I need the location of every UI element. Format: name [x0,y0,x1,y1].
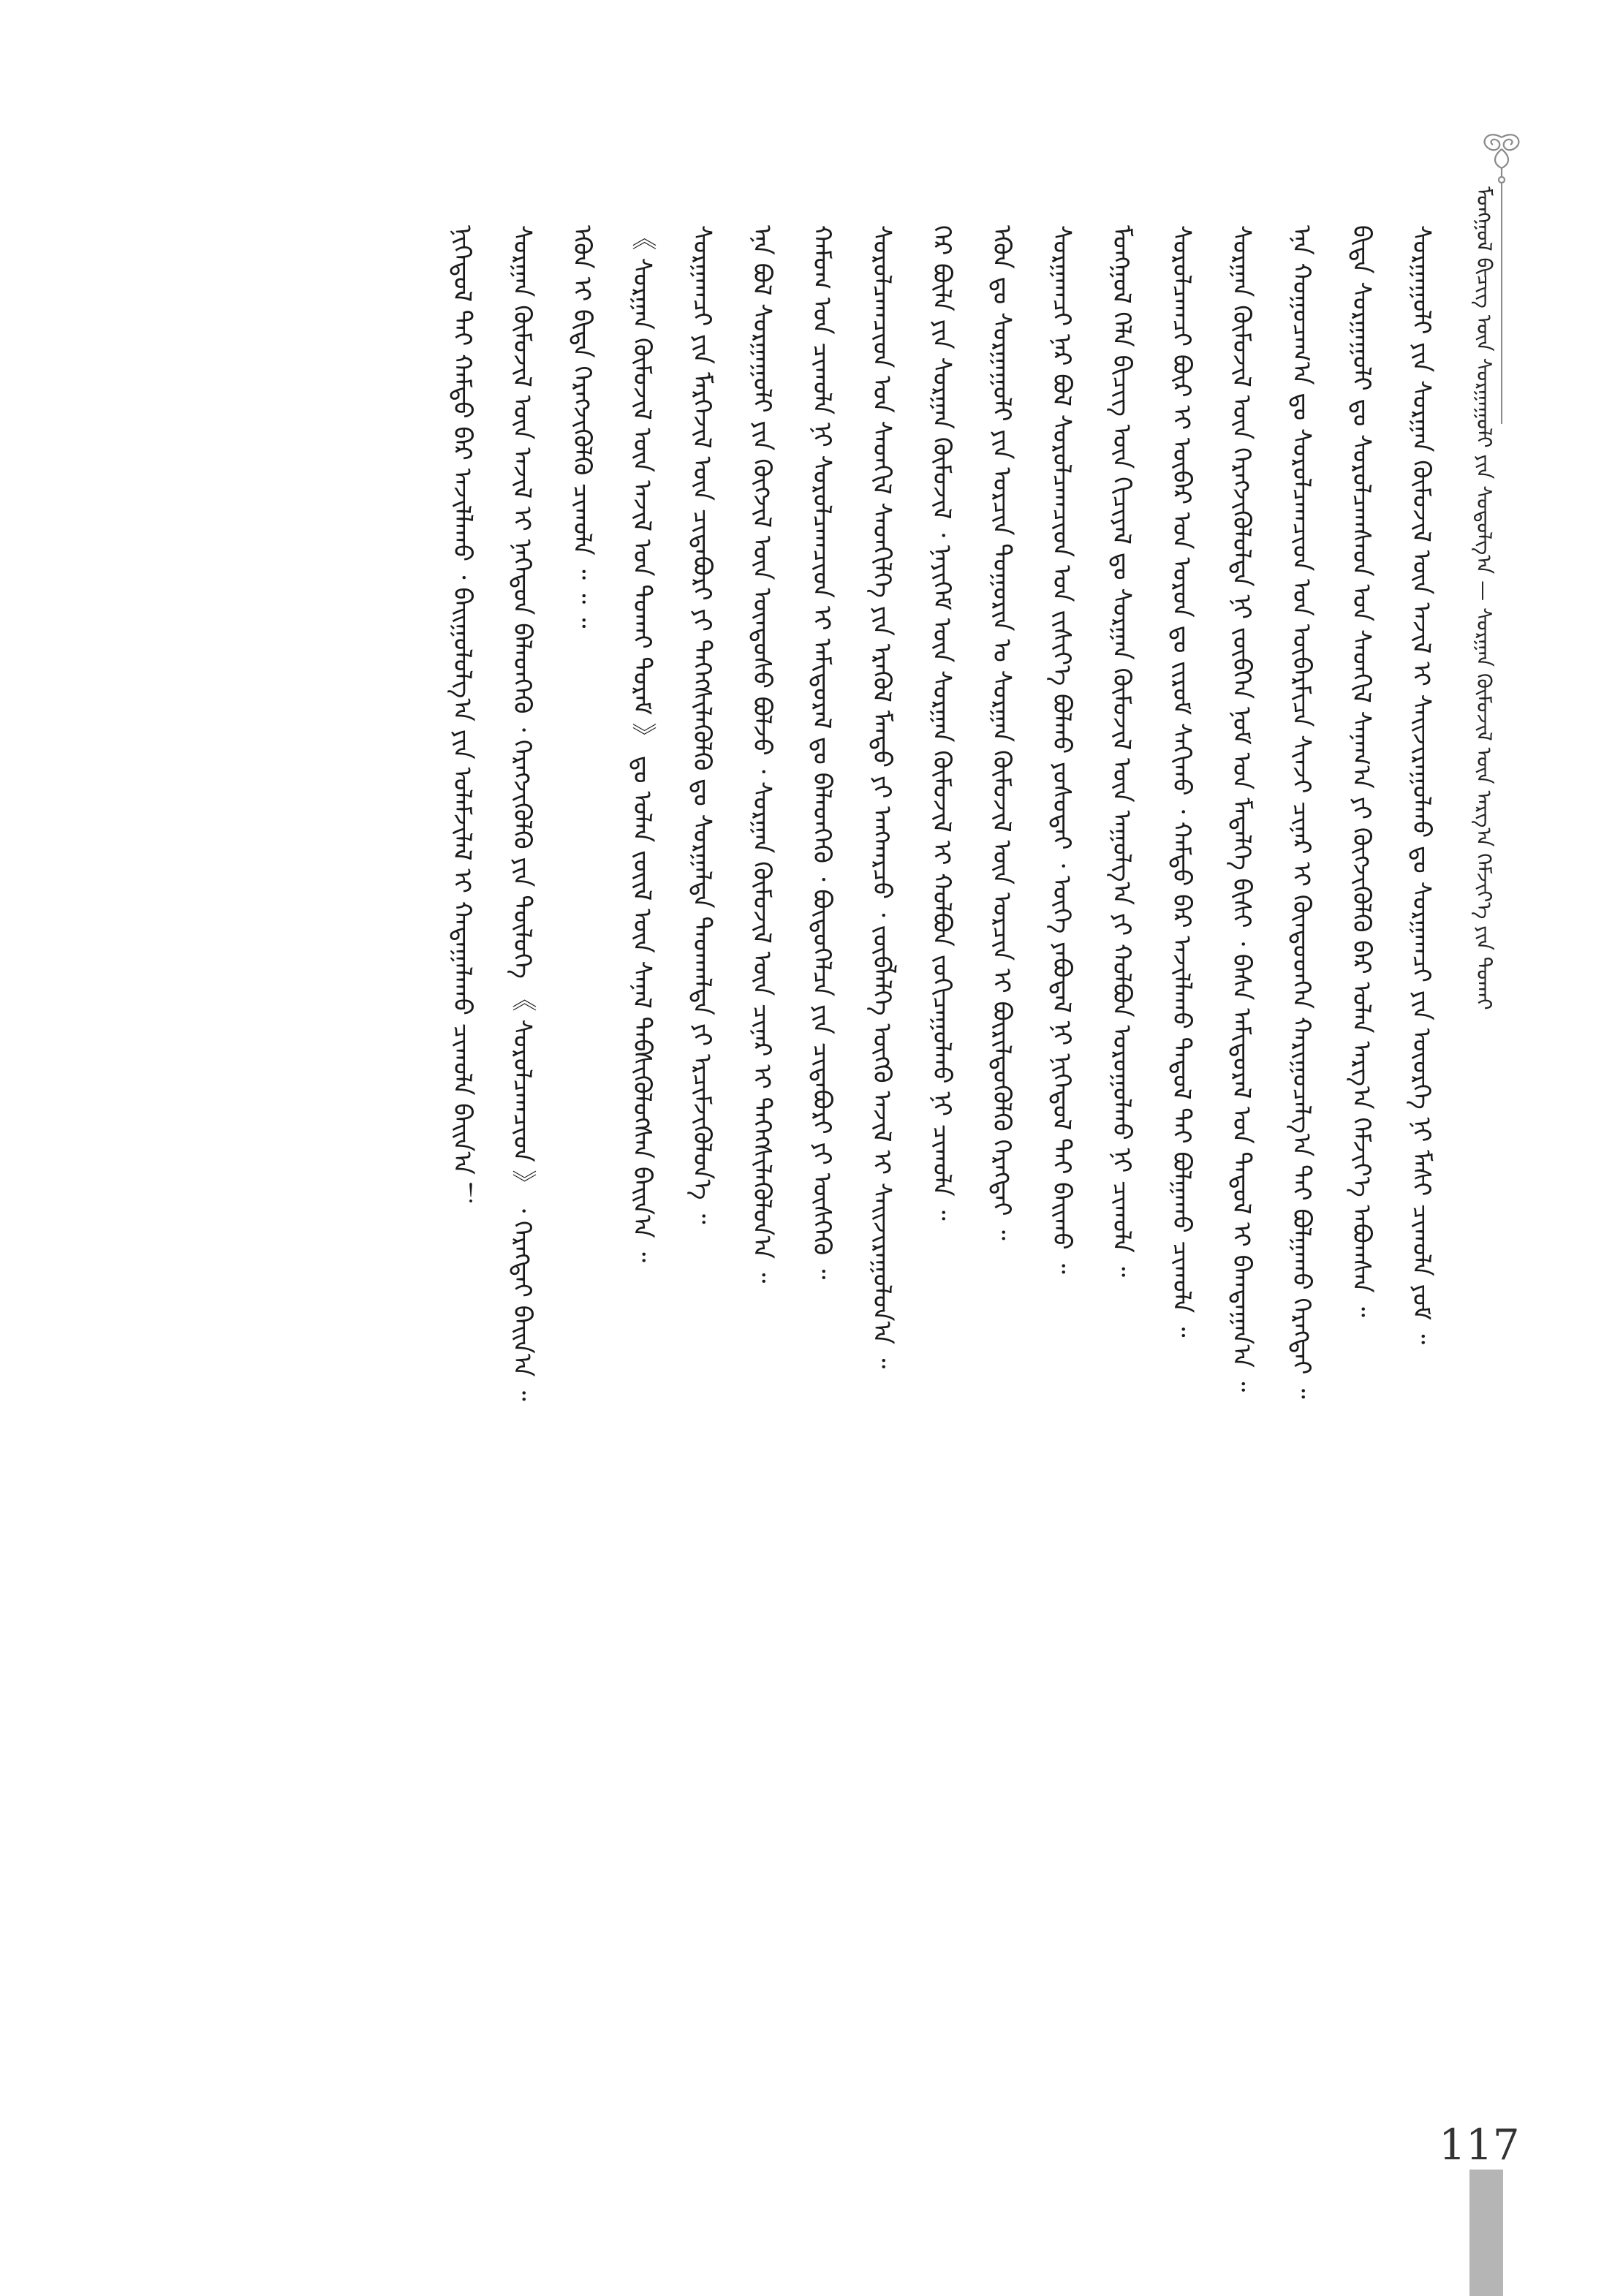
text-line: ᠡᠨᠡ ᠬᠤᠭᠤᠴᠠᠭ᠎ᠠ ᠳᠤ ᠰᠤᠷᠤᠯᠴᠠᠭᠴᠢᠳ ᠤᠨ ᠥᠪᠡᠷᠮᠢᠴᠡ ᠰᠢᠨᠵᠢ ᠴᠢᠨᠠᠷ ᠢ ᠬᠦᠨᠳᠦᠳᠬᠡᠨ ᠬᠠᠷᠢᠭᠤᠴᠠᠯᠭ᠎ᠠ ᠲᠠᠢ ᠪᠣᠯᠭᠠᠬᠤ ᠬᠡᠷᠡᠭᠲᠡᠢ ᠃ [1287,225,1316,1399]
page-number: 117 [1439,2120,1520,2170]
text-line: ᠰᠤᠷᠭᠠᠭᠴᠢ ᠶᠢᠨ ᠮᠡᠷᠭᠡᠵᠢᠯ ᠦᠨ ᠴᠢᠳᠠᠪᠤᠷᠢ ᠶᠢ ᠳᠡᠭᠡᠭᠰᠢᠯᠡᠭᠦᠯᠬᠦ ᠳᠤ ᠰᠤᠷᠭᠠᠯᠲᠠ ᠳᠠᠳᠬᠠᠯᠲᠠ ᠶᠢ ᠡᠷᠴᠢᠮᠵᠢᠭᠦᠯᠦᠨ᠎ᠡ ᠃ [687,225,716,1224]
running-header-text: ᠮᠣᠩᠭᠣᠯ ᠪᠢᠴᠢᠭ ᠦᠨ ᠰᠤᠷᠭᠠᠭᠤᠯᠢ ᠶᠢᠨ ᠰᠤᠳᠤᠯᠭ᠎ᠠ — ᠰᠤᠷᠭᠠᠨ ᠬᠦᠮᠦᠵᠢᠯ ᠦᠨ ᠠᠷᠭ᠎ᠠ ᠬᠡᠮᠵᠢᠶ᠎ᠡ ᠶᠢᠨ ᠲᠤᠬᠠᠢ [1472,186,1497,1010]
text-line: ᠡᠭᠦᠨ ᠳᠤ ᠰᠤᠷᠭᠠᠭᠤᠯᠢ ᠶᠢᠨ ᠣᠷᠴᠢᠨ ᠲᠣᠭᠣᠷᠢᠨ ᠤ ᠰᠤᠷᠭᠠᠨ ᠬᠦᠮᠦᠵᠢᠯ ᠦᠨ ᠣᠷᠴᠢᠨ ᠢ ᠪᠦᠷᠢᠯᠳᠦᠭᠦᠯᠬᠦ ᠬᠡᠷᠡᠭᠲᠡᠢ ᠃ [987,225,1016,1240]
text-column [1032,225,1092,2096]
text-line: ᠨᠢᠭᠡᠳᠦᠯ ᠲᠡᠢ ᠬᠠᠮᠲᠤ ᠪᠡᠷ ᠠᠵᠢᠯᠯᠠᠬᠤ ᠂ ᠪᠠᠢᠭᠤᠯᠤᠯᠭ᠎ᠠ ᠶᠢᠨ ᠤᠯᠠᠮᠵᠢᠯᠠᠯ ᠢ ᠬᠠᠳᠠᠭᠠᠯᠠᠬᠤ ᠴᠢᠬᠤᠯᠠ ᠪᠠᠢᠨ᠎ᠠ ！ [447,225,477,1208]
text-line: ᠡᠨᠡ ᠪᠣᠯ ᠰᠤᠷᠭᠠᠭᠤᠯᠢ ᠶᠢᠨ ᠬᠥᠭᠵᠢᠯ ᠦᠨ ᠦᠨᠳᠦᠰᠦ ᠪᠣᠯᠵᠤ ᠂ ᠰᠤᠷᠭᠠᠨ ᠬᠦᠮᠦᠵᠢᠯ ᠦᠨ ᠴᠢᠨᠠᠷ ᠢ ᠳᠡᠭᠡᠭᠰᠢᠯᠡᠭᠦᠯᠦᠨ᠎ᠠ ᠃ [747,225,776,1284]
text-line: ᠡᠭᠦᠨ ᠢ ᠪᠢᠳᠡ ᠬᠡᠷᠡᠭᠵᠢᠭᠦᠯᠬᠦ ᠴᠢᠬᠤᠯᠠ ᠃ ᠃ ᠃ [567,225,597,629]
text-line: ᠰᠤᠷᠭᠠᠨ ᠬᠦᠮᠦᠵᠢᠯ ᠦᠨ ᠬᠡᠷᠡᠭᠵᠢᠭᠦᠯᠦᠯᠲᠡ ᠨᠢ ᠵᠥᠪᠬᠡᠨ ᠨᠣᠮ ᠤᠨ ᠮᠡᠳᠡᠯᠭᠡ ᠪᠢᠰᠢ ᠂ ᠪᠠᠰᠠ ᠠᠮᠢᠳᠤᠷᠠᠯ ᠤᠨ ᠳᠠᠳᠤᠯ ᠢ ᠪᠠᠭᠲᠠᠭᠠᠨ᠎ᠠ ᠃ [1227,225,1256,1393]
text-column [1271,225,1331,2096]
text-column [1092,225,1151,2096]
text-column [732,225,792,2096]
text-line: ᠭᠡᠷ ᠪᠦᠯᠡ ᠶᠢᠨ ᠰᠤᠷᠭᠠᠨ ᠬᠦᠮᠦᠵᠢᠯ ᠂ ᠨᠡᠶᠢᠭᠡᠮ ᠦᠨ ᠰᠤᠷᠭᠠᠨ ᠬᠦᠮᠦᠵᠢᠯ ᠢ ᠬᠣᠯᠪᠣᠨ ᠵᠣᠬᠢᠴᠠᠭᠤᠯᠬᠤ ᠨᠢ ᠴᠢᠬᠤᠯᠠ ᠃ [927,225,956,1221]
text-line: 《 ᠰᠤᠷᠭᠠᠨ ᠬᠦᠮᠦᠵᠢᠯ ᠦᠨ ᠠᠵᠢᠯ ᠤᠨ ᠲᠤᠬᠠᠢ ᠳᠤᠷᠠᠮ 》 ᠳᠤ ᠣᠯᠠᠨ ᠵᠦᠢᠯ ᠦᠨ ᠰᠠᠨᠠᠯ ᠳᠡᠪᠰᠢᠭᠦᠯᠦᠭᠰᠡᠨ ᠪᠠᠢᠨ᠎ᠠ ᠃ [627,225,657,1262]
text-column [612,225,672,2096]
text-line: ᠰᠤᠷᠤᠯᠴᠠᠭᠴᠢᠳ ᠤᠨ ᠰᠡᠳᠬᠢᠯ ᠰᠡᠳᠬᠢᠯᠭᠡ ᠶᠢᠨ ᠡᠷᠡᠭᠦᠯ ᠮᠡᠨᠳᠦ ᠶᠢ ᠠᠩᠬᠠᠷᠴᠤ ᠂ ᠵᠥᠪᠯᠡᠯᠭᠡ ᠥᠭᠬᠦ ᠠᠵᠢᠯ ᠢ ᠰᠠᠢᠵᠢᠷᠠᠭᠤᠯᠤᠨ᠎ᠠ ᠃ [867,225,896,1369]
text-line: ᠰᠤᠷᠤᠯᠴᠠᠭᠴᠢ ᠪᠦᠷ ᠢ ᠥᠪᠡᠷ ᠤᠨ ᠤᠷᠤᠨ ᠳᠤ ᠵᠢᠷᠤᠮ ᠰᠠᠬᠢᠬᠤ ᠂ ᠬᠠᠮᠲᠤ ᠪᠡᠷ ᠠᠵᠢᠯᠯᠠᠬᠤ ᠳᠠᠳᠤᠯ ᠲᠠᠢ ᠪᠣᠯᠭᠠᠬᠤ ᠴᠢᠬᠤᠯᠠ ᠃ [1167,225,1196,1338]
text-line: ᠰᠤᠷᠭᠠᠨ ᠬᠦᠮᠦᠵᠢᠯ ᠦᠨ ᠠᠵᠢᠯ ᠢ ᠨᠡᠭᠡᠳᠦᠨ ᠪᠡᠯᠡᠳᠬᠡᠬᠦ ᠂ ᠬᠡᠷᠡᠭᠵᠢᠭᠦᠯᠬᠦ ᠶᠢᠨ ᠲᠥᠯᠦᠭᠡ 《 ᠰᠤᠷᠤᠯᠴᠠᠭᠴᠢᠳ 》 ᠂ ᠬᠡᠷᠡᠭᠲᠡᠢ ᠪᠠᠢᠨ᠎ᠠ ᠃ [507,225,537,1401]
body-text [183,225,1451,2096]
text-column [912,225,972,2096]
text-line: ᠰᠤᠷᠭᠠᠭᠴᠢ ᠨᠠᠷ ᠪᠣᠯ ᠰᠤᠷᠤᠯᠴᠠᠭᠴᠢᠳ ᠤᠨ ᠵᠢᠱᠢᠶ᠎ᠡ ᠪᠣᠯᠬᠤ ᠶᠣᠰᠤᠲᠠᠢ ᠂ ᠦᠭᠡ ᠶᠠᠪᠤᠳᠠᠯ ᠨᠢ ᠨᠢᠭᠡᠳᠦᠯ ᠲᠠᠢ ᠪᠠᠢᠬᠤ ᠃ [1047,225,1076,1274]
text-line: ᠪᠢᠳᠡ ᠰᠤᠷᠭᠠᠭᠤᠯᠢ ᠳᠤ ᠰᠤᠷᠤᠯᠴᠠᠭᠰᠠᠳ ᠤᠨ ᠰᠡᠳᠬᠢᠯ ᠰᠠᠨᠠᠭ᠎ᠠ ᠶᠢ ᠬᠥᠭᠵᠢᠭᠦᠯᠬᠦ ᠪᠡᠷ ᠣᠯᠠᠨ ᠠᠷᠭ᠎ᠠ ᠬᠡᠮᠵᠢᠶ᠎ᠡ ᠠᠪᠤᠭᠰᠠᠨ ᠃ [1347,225,1376,1317]
page-edge-tab [1469,2170,1503,2296]
text-column [792,225,852,2096]
text-column [972,225,1032,2096]
running-header [1469,186,1499,1010]
text-line: ᠮᠣᠩᠭᠣᠯ ᠬᠡᠯᠡ ᠪᠢᠴᠢᠭ ᠦᠨ ᠬᠢᠴᠢᠶᠡᠯ ᠳᠤ ᠰᠤᠷᠭᠠᠨ ᠬᠦᠮᠦᠵᠢᠯ ᠦᠨ ᠠᠭᠤᠯᠭ᠎ᠠ ᠶᠢ ᠬᠣᠯᠪᠣᠨ ᠣᠷᠣᠭᠤᠯᠬᠤ ᠨᠢ ᠴᠢᠬᠤᠯᠠ ᠃ [1107,225,1136,1278]
text-column [492,225,552,2096]
text-line: ᠬᠠᠮᠤᠭ ᠤᠨ ᠴᠢᠬᠤᠯᠠ ᠨᠢ ᠰᠤᠷᠤᠯᠴᠠᠭᠴᠢᠳ ᠢ ᠠᠮᠢᠳᠤᠷᠠᠯ ᠳᠤ ᠪᠡᠯᠡᠳᠬᠡᠬᠦ ᠂ ᠪᠦᠲᠦᠭᠡᠯᠴᠡ ᠶᠢᠨ ᠴᠢᠳᠠᠪᠤᠷᠢ ᠶᠢ ᠥᠰᠬᠡᠬᠦ ᠃ [807,225,836,1280]
text-column [1211,225,1271,2096]
text-column [1331,225,1391,2096]
text-column [1391,225,1451,2096]
text-line: ᠰᠤᠷᠭᠠᠭᠤᠯᠢ ᠶᠢᠨ ᠰᠤᠷᠭᠠᠨ ᠬᠦᠮᠦᠵᠢᠯ ᠦᠨ ᠠᠵᠢᠯ ᠢ ᠰᠠᠢᠵᠢᠷᠠᠭᠤᠯᠬᠤ ᠳᠤ ᠰᠤᠷᠭᠠᠭᠴᠢ ᠶᠢᠨ ᠦᠦᠷᠭᠡ ᠨᠢ ᠮᠠᠰᠢ ᠴᠢᠬᠤᠯᠠ ᠶᠤᠮ ᠃ [1407,225,1436,1345]
text-column [852,225,912,2096]
text-column [1151,225,1211,2096]
text-column [672,225,732,2096]
text-column [432,225,492,2096]
text-column [552,225,612,2096]
